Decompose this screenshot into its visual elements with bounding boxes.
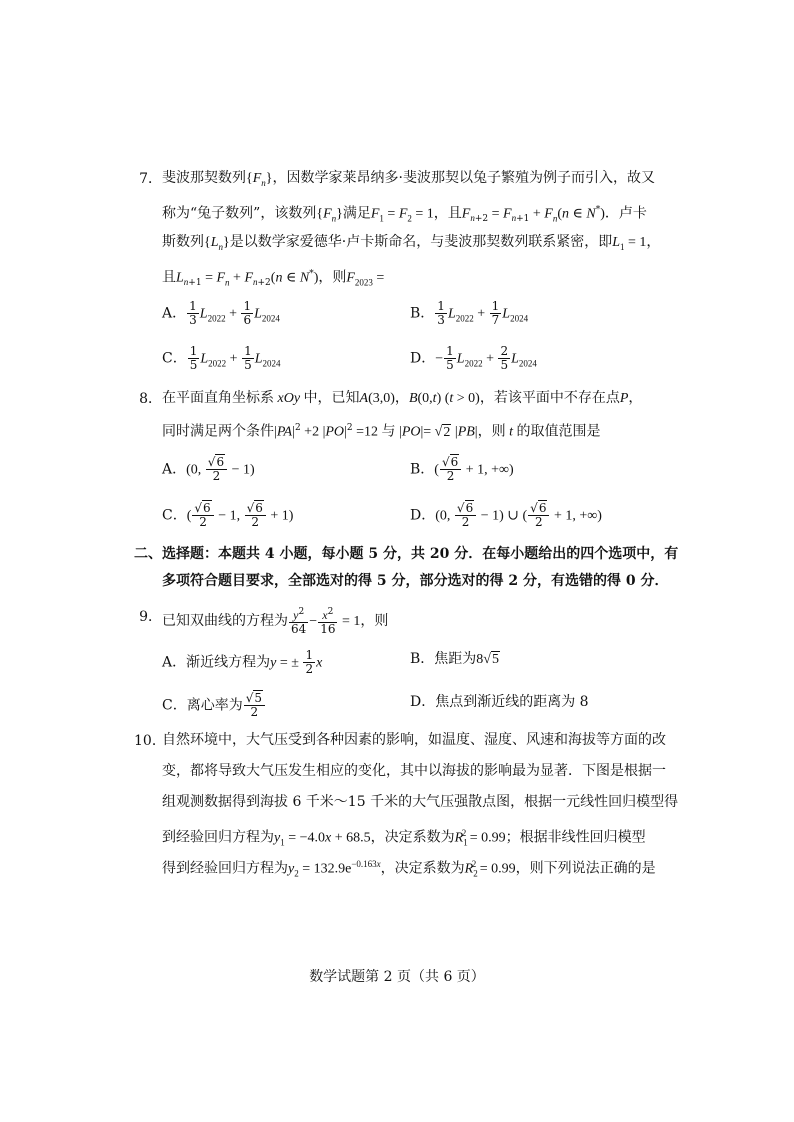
section-2-instructions: 多项符合题目要求，全部选对的得 5 分，部分选对的得 2 分，有选错的得 0 分． [162,573,669,589]
option-c[interactable]: C．( $\frac{√6}{2}$ − 1, $\frac{√6}{2}$ + 1) [162,501,294,529]
option-c[interactable]: C．离心率为 $\frac{√5}{2}$ [162,692,266,719]
question-10-line-2: 变，都将导致大气压发生相应的变化，其中以海拔的影响最为显著．下图是根据一 [162,763,666,779]
question-number: 7． [139,171,162,187]
option-a[interactable]: A．渐近线方程为y = ± $\frac{1}{2}$ x [162,648,323,676]
question-8-line-2: 同时满足两个条件$|PA|^2 +2$ $|PO|^2 =12$ 与 |PO|= √2 |PB|，则 t 的取值范围是 [162,423,601,440]
question-7-line-3: 斯数列$\{L_n\}$是以数学家爱德华·卢卡斯命名，与斐波那契数列联系紧密，即$L_1 = 1$， [162,234,661,252]
question-8-line-1: 在平面直角坐标系 xOy 中，已知A(3,0)，B(0,t) (t > 0)，若该平面中不存在点P， [162,390,643,406]
question-10-line-3: 组观测数据得到海拔 6 千米～15 千米的大气压强散点图，根据一元线性回归模型得 [162,794,679,810]
option-d[interactable]: D．焦点到渐近线的距离为 8 [410,694,589,710]
question-number: 10． [134,733,166,749]
question-10-line-5: 得到经验回归方程为$y_2 = 132.9e^{-0.163x}$，决定系数为$R_2^2 = 0.99$，则下列说法正确的是 [162,859,656,879]
option-d[interactable]: D．− $\frac{1}{5}$ $L_{2022}$ + $\frac{2}{5}$ $L_{2024}$ [410,344,537,372]
option-b[interactable]: B． $\frac{1}{3}$ $L_{2022}$ + $\frac{1}{7}$ $L_{2024}$ [410,299,529,327]
option-a[interactable]: A．(0, $\frac{√6}{2}$ − 1) [162,455,255,483]
page-footer: 数学试题第 2 页（共 6 页） [309,969,485,985]
question-10-line-4: 到经验回归方程为$y_1 = -4.0x + 68.5$，决定系数为$R_1^2 = 0.99$；根据非线性回归模型 [162,828,646,848]
option-c[interactable]: C． $\frac{1}{5}$ $L_{2022}$ + $\frac{1}{5}$ $L_{2024}$ [162,344,281,372]
question-10-line-1: 自然环境中，大气压受到各种因素的影响，如温度、湿度、风速和海拔等方面的改 [162,732,666,748]
section-2-heading: 二、选择题：本题共 4 小题，每小题 5 分，共 20 分．在每小题给出的四个选项中，有 [134,546,679,562]
question-7-line-2: 称为“兔子数列”，该数列$\{F_n\}$满足$F_1 = F_2 = 1$，且$F_{n+2} = F_{n+1} + F_n(n$ ∈ N*)．卢卡 [162,205,647,225]
option-d[interactable]: D．(0, $\frac{√6}{2}$ − 1) ∪ ( $\frac{√6}{2}$ + 1, +∞) [410,501,602,529]
question-9-line-1: 已知双曲线的方程为 $\frac{y^2}{64}$ − $\frac{x^2}{16}$ = 1，则 [162,607,389,636]
option-b[interactable]: B．焦距为8√5 [410,651,499,667]
question-7-line-1: 斐波那契数列$\{F_n\}$，因数学家莱昂纳多·斐波那契以兔子繁殖为例子而引入，故又 [162,170,655,188]
question-7-line-4: 且$L_{n+1} = F_n + F_{n+2}(n$ ∈ N*)，则$F_{2023}$ = [162,269,385,289]
option-a[interactable]: A． $\frac{1}{3}$ $L_{2022}$ + $\frac{1}{6}$ $L_{2024}$ [162,299,280,327]
question-number: 9． [139,609,162,625]
option-b[interactable]: B．( $\frac{√6}{2}$ + 1, +∞) [410,455,514,483]
question-number: 8． [139,391,162,407]
